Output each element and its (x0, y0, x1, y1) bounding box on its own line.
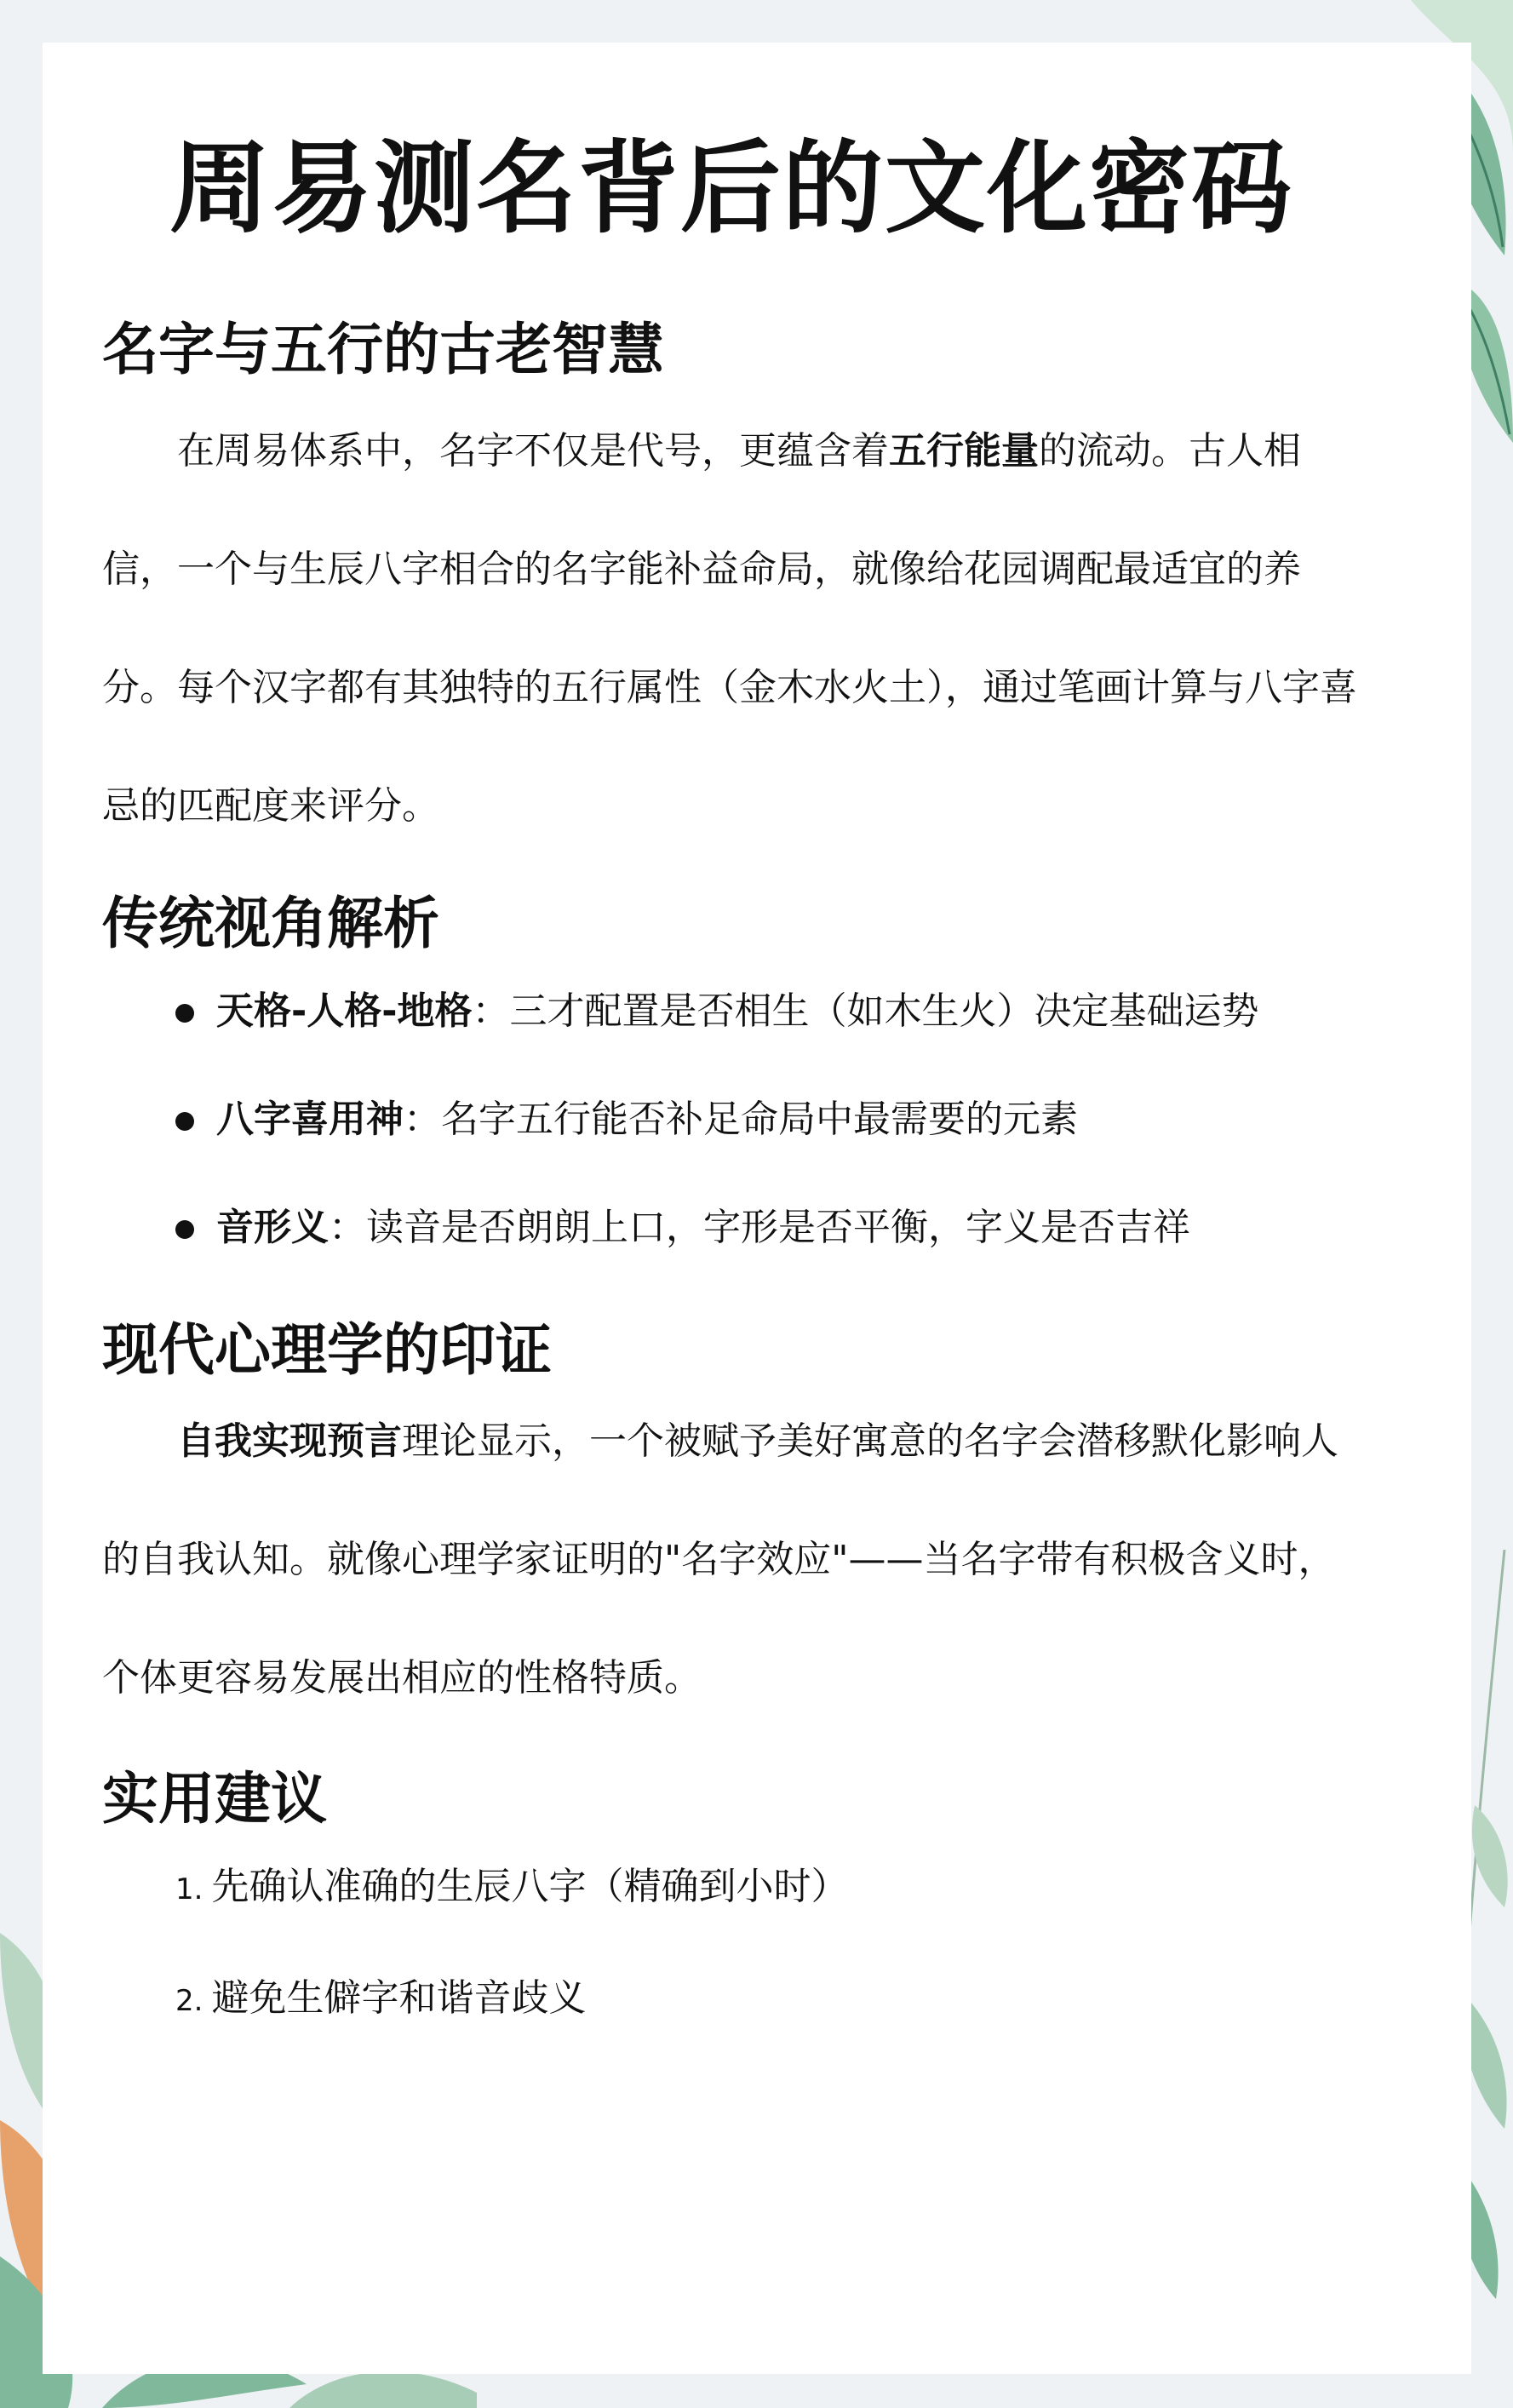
page-title: 周易测名背后的文化密码 (169, 129, 1293, 247)
list-item: 2. 避免生僻字和谐音歧义 (175, 1976, 587, 2020)
bullet-list (102, 957, 1361, 1281)
emphasis-text: 五行能量 (889, 429, 1039, 473)
list-item: 音形义：读音是否朗朗上口，字形是否平衡，字义是否吉祥 (175, 1173, 1361, 1281)
paragraph-wuxing: 在周易体系中，名字不仅是代号，更蕴含着五行能量的流动。古人相信，一个与生辰八字相合的名字能补益命局，就像给花园调配最适宜的养分。每个汉字都有其独特的五行属性（金木水火土），通过笔画计算与八字喜忌的匹配度来评分。 (102, 429, 1357, 828)
list-item: 1. 先确认准确的生辰八字（精确到小时） (175, 1865, 849, 1908)
section-heading-traditional: 传统视角解析 (102, 891, 439, 956)
bullet-icon (175, 1220, 194, 1239)
section-heading-psychology: 现代心理学的印证 (102, 1317, 552, 1383)
section-heading-advice: 实用建议 (102, 1766, 327, 1832)
article-card (43, 43, 1471, 2374)
emphasis-text: 自我实现预言 (177, 1419, 402, 1463)
paragraph-psychology: 自我实现预言理论显示，一个被赋予美好寓意的名字会潜移默化影响人的自我认知。就像心理学家证明的"名字效应"——当名字带有积极含义时，个体更容易发展出相应的性格特质。 (102, 1419, 1338, 1700)
bullet-icon (175, 1112, 194, 1131)
list-item: 八字喜用神：名字五行能否补足命局中最需要的元素 (175, 1065, 1361, 1173)
section-heading-wuxing: 名字与五行的古老智慧 (102, 317, 664, 382)
bullet-icon (175, 1004, 194, 1023)
list-item: 天格-人格-地格：三才配置是否相生（如木生火）决定基础运势 (175, 957, 1361, 1065)
numbered-list (102, 1832, 1361, 2055)
